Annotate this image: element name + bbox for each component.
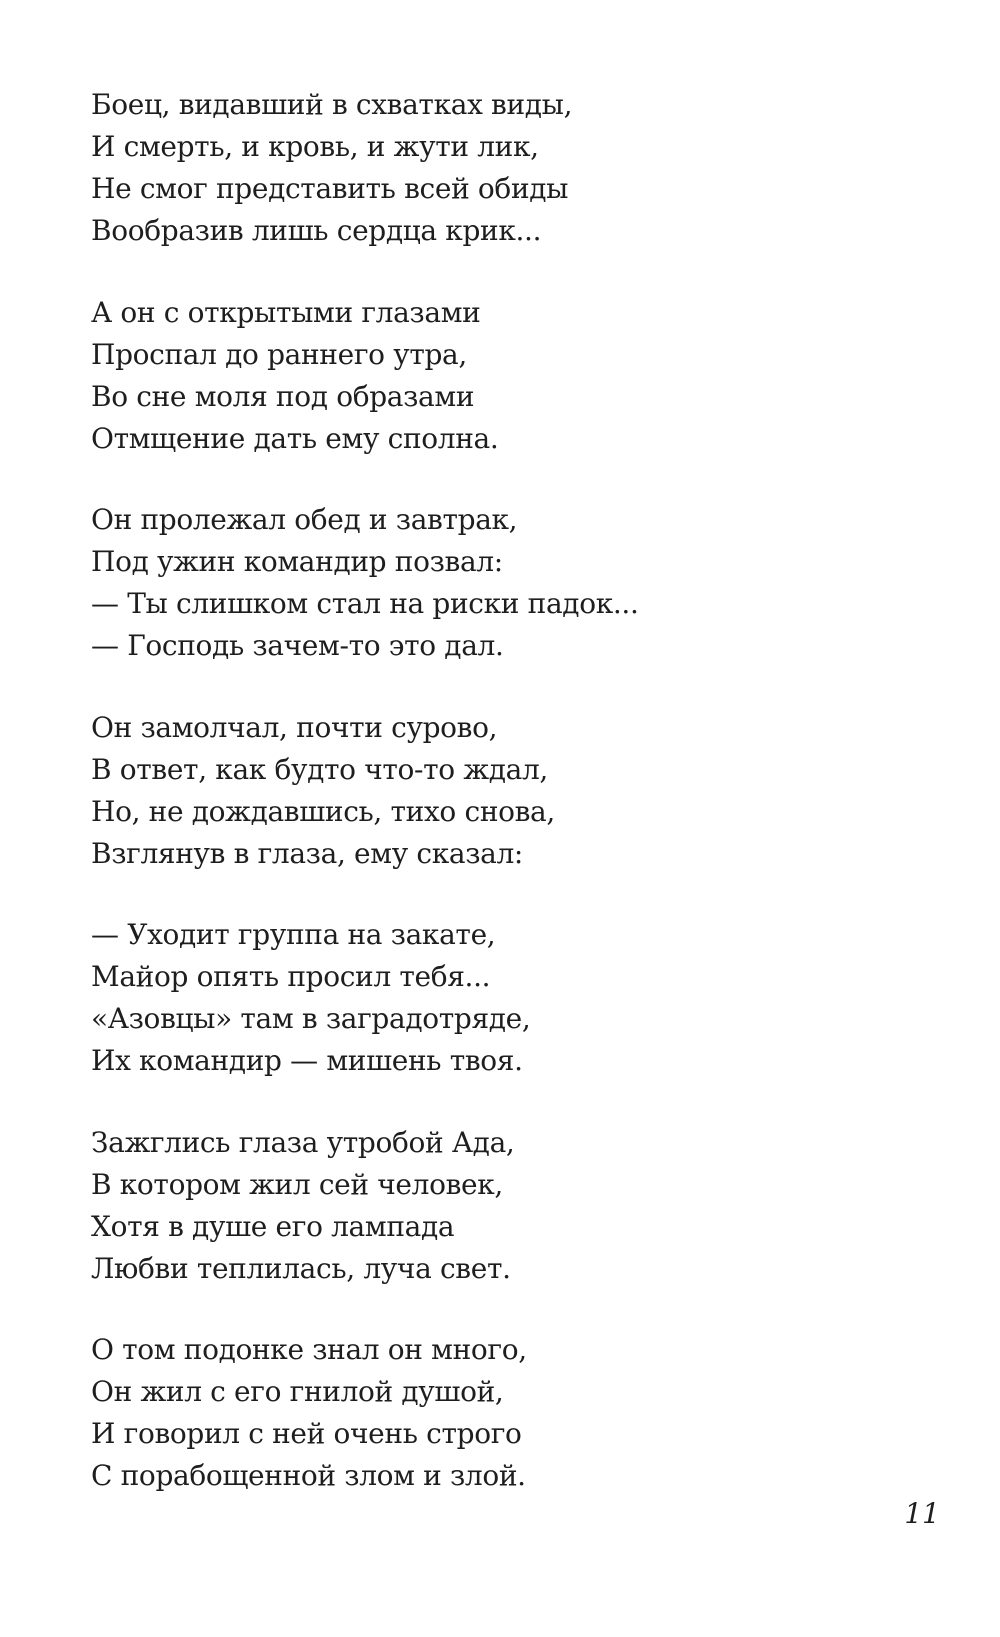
poem-line: Боец, видавший в схватках виды, (91, 88, 573, 121)
poem-line: С порабощенной злом и злой. (91, 1459, 526, 1492)
poem-line: — Господь зачем-то это дал. (91, 629, 504, 662)
poem-line: Вообразив лишь сердца крик... (91, 214, 542, 247)
poem-line: Их командир — мишень твоя. (91, 1044, 523, 1077)
page-number: 11 (904, 1497, 940, 1530)
poem-line: В котором жил сей человек, (91, 1167, 503, 1201)
poem-line: А он с открытыми глазами (91, 295, 481, 329)
poem-line: Он жил с его гнилой душой, (91, 1375, 504, 1408)
poem-line: — Уходит группа на закате, (91, 918, 496, 951)
stanza-3 (91, 499, 951, 667)
stanza-5 (91, 914, 951, 1082)
poem-line: Не смог представить всей обиды (91, 172, 569, 205)
poem-line: В ответ, как будто что-то ждал, (91, 752, 548, 786)
poem-line: Майор опять просил тебя... (91, 960, 491, 993)
stanza-4 (91, 707, 951, 875)
poem-line: И говорил с ней очень строго (91, 1417, 522, 1450)
poem-line: Проспал до раннего утра, (91, 337, 467, 371)
stanza-6 (91, 1122, 951, 1290)
poem-line: Отмщение дать ему сполна. (91, 421, 499, 455)
poem-line: — Ты слишком стал на риски падок... (91, 587, 639, 620)
poem-line: «Азовцы» там в заградотряде, (91, 1002, 531, 1035)
poem-line: Во сне моля под образами (91, 379, 475, 413)
poem-line: Он замолчал, почти сурово, (91, 710, 498, 744)
poem-line: Хотя в душе его лампада (91, 1209, 455, 1243)
poem-line: И смерть, и кровь, и жути лик, (91, 130, 539, 163)
poem-line: О том подонке знал он много, (91, 1333, 527, 1366)
stanza-7 (91, 1329, 951, 1497)
poem-line: Но, не дождавшись, тихо снова, (91, 794, 555, 828)
poem-line: Любви теплилась, луча свет. (91, 1251, 511, 1285)
poem-line: Зажглись глаза утробой Ада, (91, 1125, 515, 1159)
poem-line: Он пролежал обед и завтрак, (91, 503, 518, 536)
poem-body (91, 84, 951, 1537)
poem-line: Под ужин командир позвал: (91, 545, 503, 578)
poem-line: Взглянув в глаза, ему сказал: (91, 836, 523, 870)
stanza-2 (91, 292, 951, 460)
stanza-1 (91, 84, 951, 252)
